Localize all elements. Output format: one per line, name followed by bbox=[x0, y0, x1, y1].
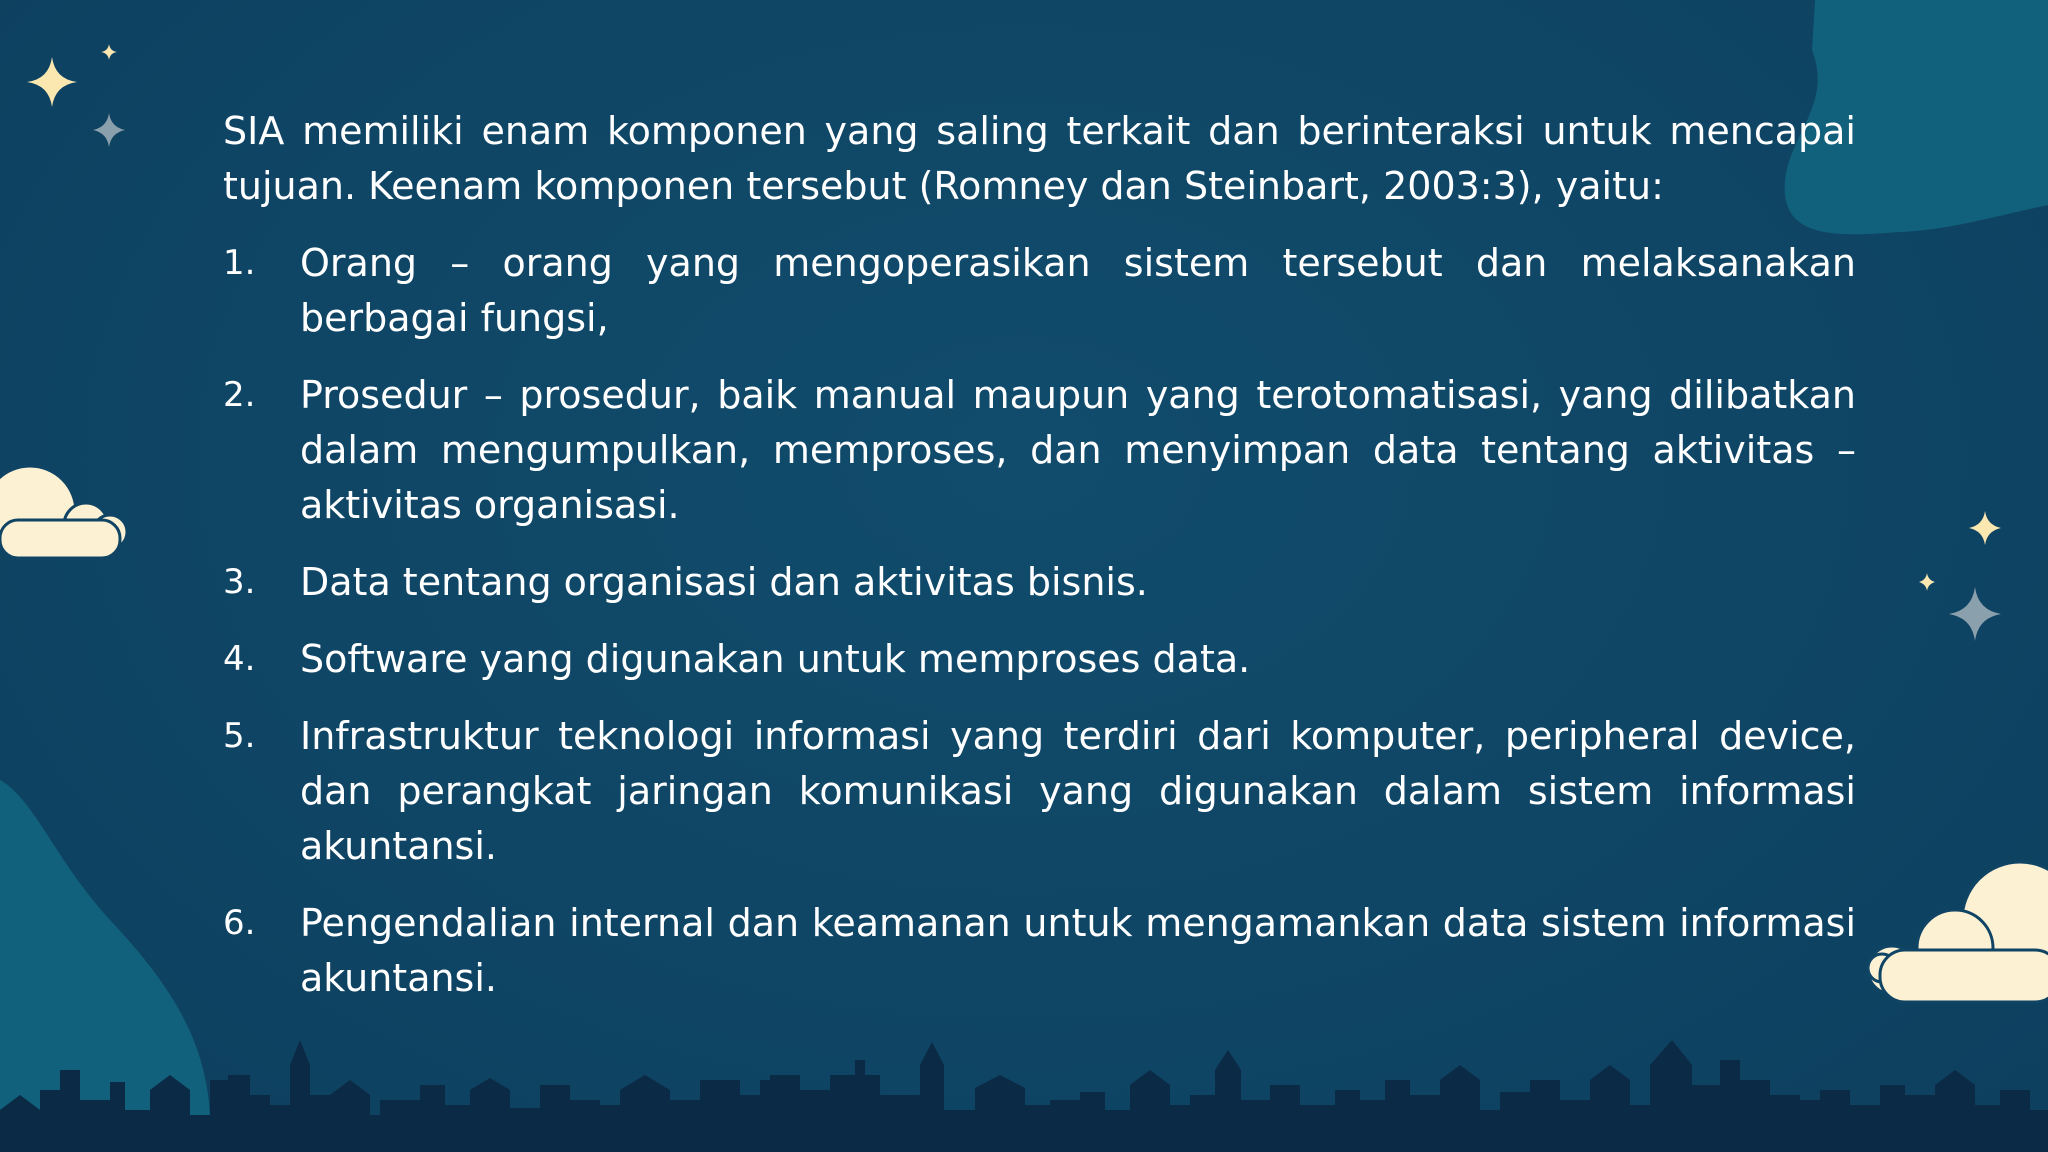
sparkle-star-icon bbox=[1949, 587, 2001, 641]
sparkle-star-icon bbox=[93, 113, 125, 147]
sparkle-star-icon bbox=[27, 57, 77, 107]
list-item bbox=[223, 896, 1856, 1006]
list-item bbox=[223, 632, 1856, 687]
component-list bbox=[223, 236, 1856, 1006]
intro-paragraph: SIA memiliki enam komponen yang saling terkait dan berinteraksi untuk mencapai tujuan. Keenam komponen tersebut (Romney dan Steinbart, 2003:3), yaitu: bbox=[223, 109, 1856, 208]
list-item-number: 5. bbox=[223, 716, 256, 756]
list-item-text: Data tentang organisasi dan aktivitas bisnis. bbox=[300, 560, 1148, 604]
list-item-number: 6. bbox=[223, 903, 256, 943]
cloud-icon bbox=[1868, 862, 2048, 1002]
list-item bbox=[223, 236, 1856, 346]
list-item-text: Infrastruktur teknologi informasi yang terdiri dari komputer, peripheral device, dan perangkat jaringan komunikasi yang digunakan dalam sistem informasi akuntansi. bbox=[300, 714, 1856, 868]
list-item-number: 1. bbox=[223, 243, 256, 283]
list-item bbox=[223, 368, 1856, 533]
sparkle-star-icon bbox=[101, 44, 117, 60]
list-item bbox=[223, 555, 1856, 610]
list-item-number: 3. bbox=[223, 562, 256, 602]
list-item-text: Software yang digunakan untuk memproses data. bbox=[300, 637, 1251, 681]
sparkle-star-icon bbox=[1919, 573, 1935, 591]
sparkle-star-icon bbox=[1969, 511, 2001, 545]
list-item-text: Pengendalian internal dan keamanan untuk mengamankan data sistem informasi akuntansi. bbox=[300, 901, 1856, 1000]
cloud-icon bbox=[0, 466, 127, 558]
slide-content bbox=[223, 104, 1856, 1028]
city-skyline-icon bbox=[0, 1040, 2048, 1152]
list-item-text: Prosedur – prosedur, baik manual maupun yang terotomatisasi, yang dilibatkan dalam mengumpulkan, memproses, dan menyimpan data tentang aktivitas – aktivitas organisasi. bbox=[300, 373, 1856, 527]
list-item bbox=[223, 709, 1856, 874]
list-item-number: 4. bbox=[223, 639, 256, 679]
list-item-number: 2. bbox=[223, 375, 256, 415]
list-item-text: Orang – orang yang mengoperasikan sistem tersebut dan melaksanakan berbagai fungsi, bbox=[300, 241, 1856, 340]
